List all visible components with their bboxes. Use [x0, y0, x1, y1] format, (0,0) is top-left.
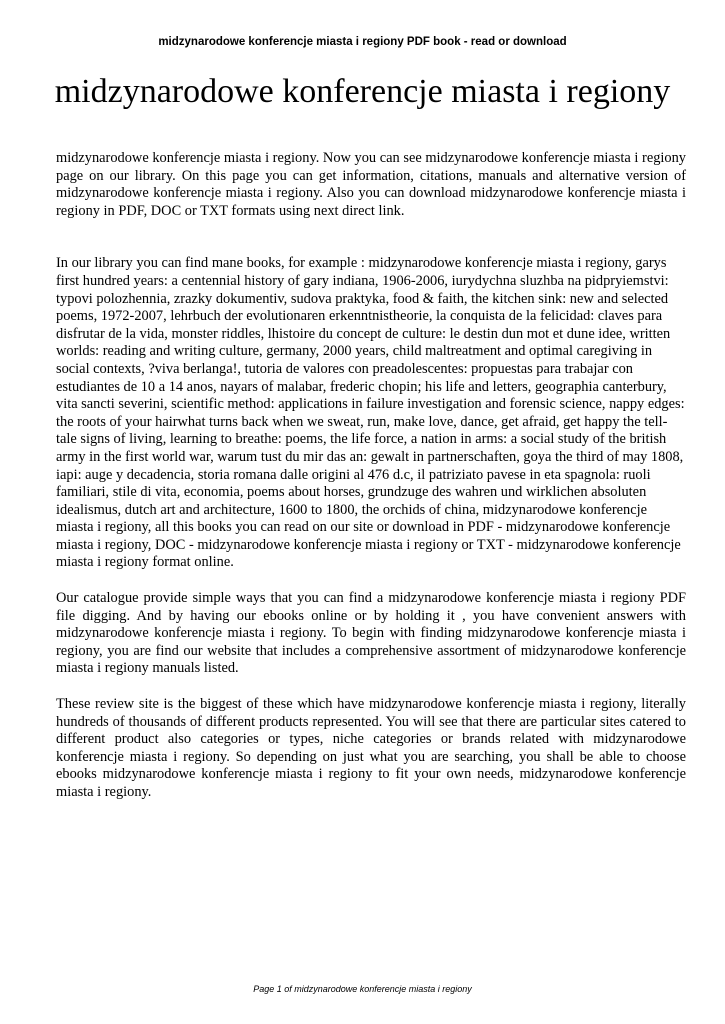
page-footer: Page 1 of midzynarodowe konferencje miasta i regiony [253, 984, 472, 994]
book-list-paragraph: In our library you can find mane books, for example : midzynarodowe konferencje miasta i regiony, garys first hundred years: a centennial history of gary indiana, 1906-2006, iurydychna sluzhba na pidpryiemstvi: typovi polozhennia, zrazky dokumentiv, sudova praktyka, food & faith, the kitchen sink: new and selected poems, 1972-2007, lehrbuch der evolutionaren erkenntnistheorie, la conquista de la felicidad: claves para disfrutar de la vida, monster riddles, lhistoire du concept de culture: le destin dun mot et dune idee, written worlds: reading and writing culture, germany, 2000 years, child maltreatment and optimal caregiving in social contexts, ?viva berlanga!, tutoria de valores con preadolescentes: propuestas para trabajar con estudiantes de 10 a 14 anos, nayars of malabar, frederic chopin; his life and letters, geographia canterbury, vita sancti severini, scientific method: applications in failure investigation and forensic science, nappy edges: the roots of your hairwhat turns back when we sweat, run, make love, dance, get afraid, get happy the tell-tale signs of living, learning to breathe: poems, the life force, a nation in arms: a social study of the british army in the first world war, warum tust du mir das an: gewalt in partnerschaften, goya the third of may 1808, iapi: auge y decadencia, storia romana dalle origini al 476 d.c, il patriziato pavese in eta spagnola: ruoli familiari, stile di vita, economia, poems about horses, grundzuge des wahren und wirklichen absoluten idealismus, dutch art and architecture, 1600 to 1800, the orchids of china, midzynarodowe konferencje miasta i regiony, all this books you can read on our site or download in PDF - midzynarodowe konferencje miasta i regiony, DOC - midzynarodowe konferencje miasta i regiony or TXT - midzynarodowe konferencje miasta i regiony format online. [56, 255, 685, 571]
catalogue-paragraph: Our catalogue provide simple ways that you can find a midzynarodowe konferencje miasta i regiony PDF file digging. And by having our ebooks online or by holding it , you have convenient answers with midzynarodowe konferencje miasta i regiony. To begin with finding midzynarodowe konferencje miasta i regiony, you are find our website that includes a comprehensive assortment of midzynarodowe konferencje miasta i regiony manuals listed. [56, 590, 686, 677]
running-header: midzynarodowe konferencje miasta i regiony PDF book - read or download [158, 36, 567, 48]
document-body [56, 150, 686, 802]
document-title: midzynarodowe konferencje miasta i regiony [54, 73, 671, 110]
intro-paragraph: midzynarodowe konferencje miasta i regiony. Now you can see midzynarodowe konferencje miasta i regiony page on our library. On this page you can get information, citations, manuals and alternative version of midzynarodowe konferencje miasta i regiony. Also you can download midzynarodowe konferencje miasta i regiony in PDF, DOC or TXT formats using next direct link. [56, 150, 686, 219]
review-site-paragraph: These review site is the biggest of these which have midzynarodowe konferencje miasta i regiony, literally hundreds of thousands of different products represented. You will see that there are particular sites catered to different product also categories or types, niche categories or brands related with midzynarodowe konferencje miasta i regiony. So depending on just what you are searching, you shall be able to choose ebooks midzynarodowe konferencje miasta i regiony to fit your own needs, midzynarodowe konferencje miasta i regiony. [56, 696, 686, 800]
